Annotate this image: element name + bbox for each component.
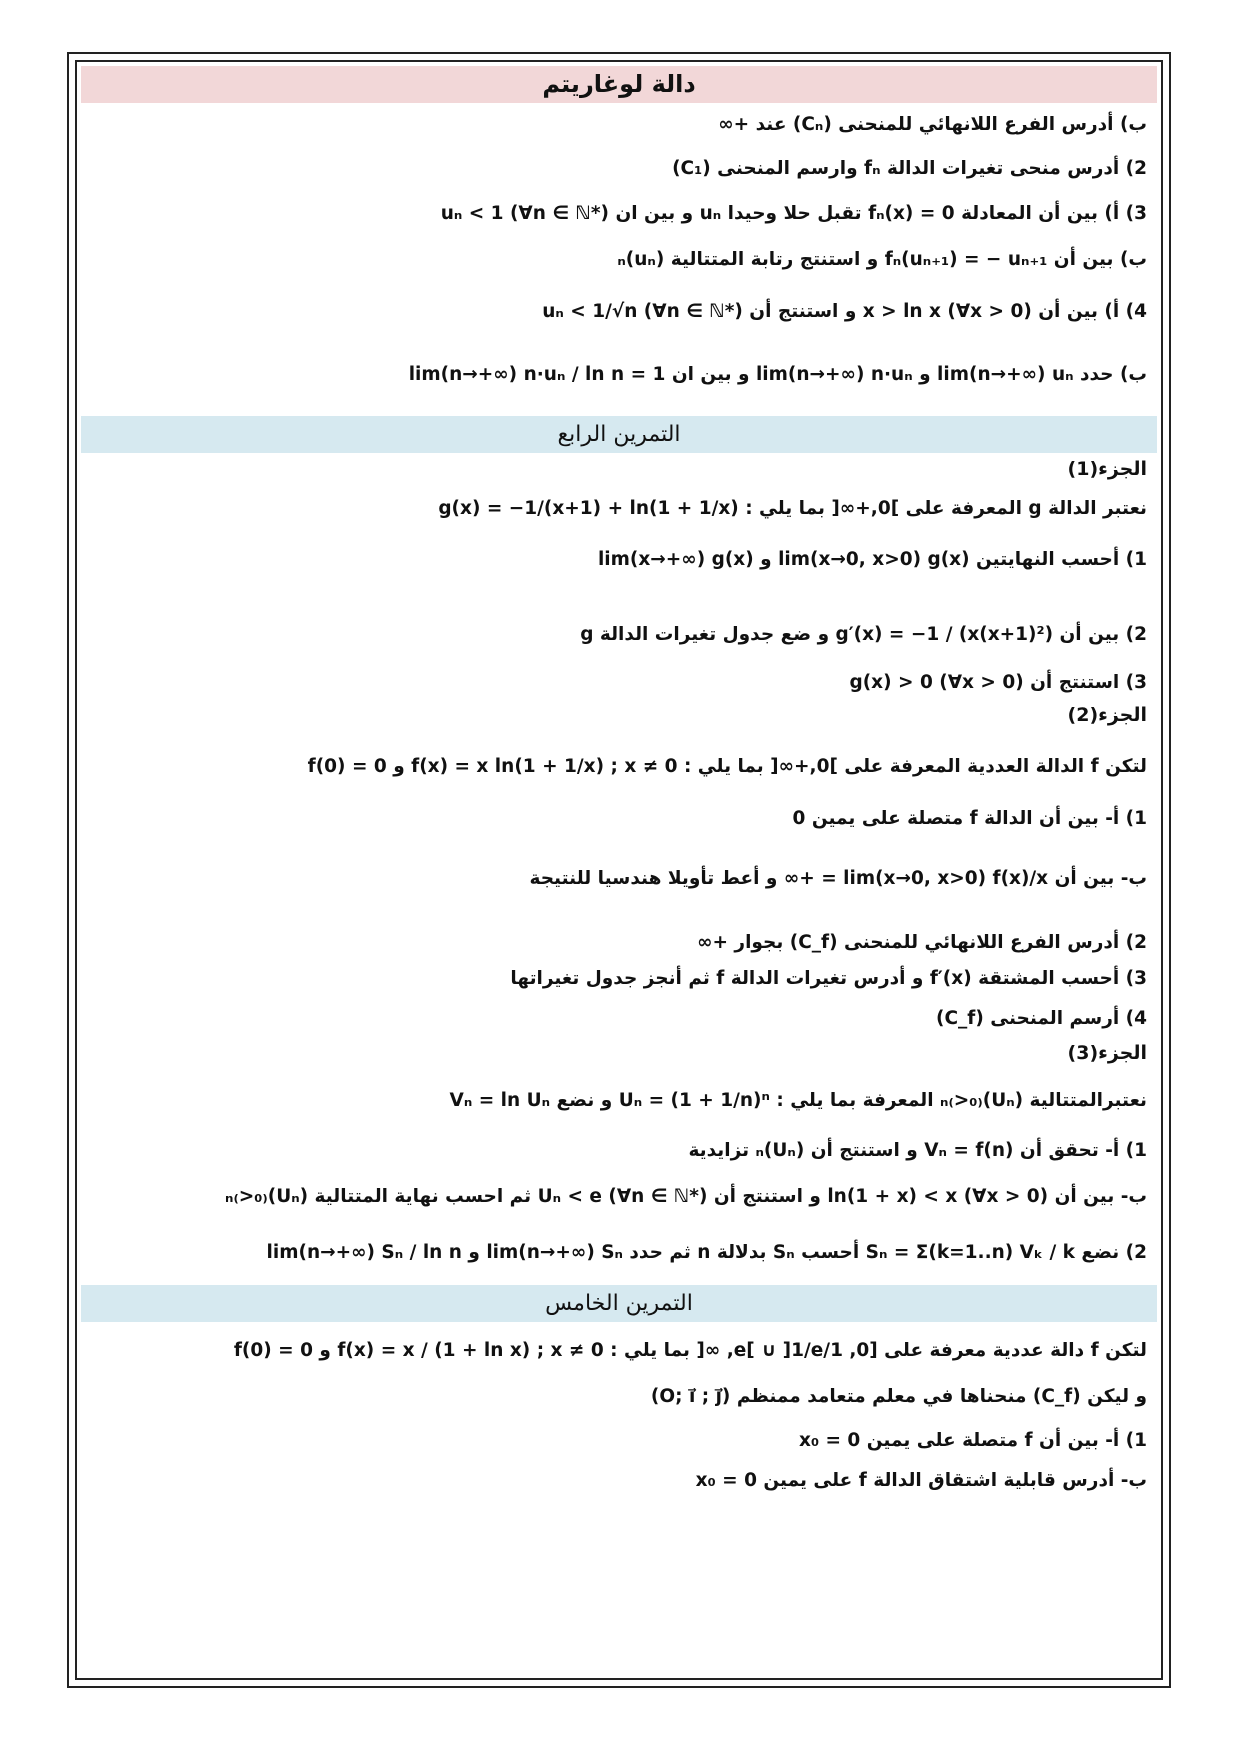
part-2-label: الجزء(2)	[1067, 704, 1147, 726]
text-line: نعتبرالمتتالية (Uₙ)ₙ₍>₀₎ المعرفة بما يلي : Uₙ = (1 + 1/n)ⁿ و نضع Vₙ = ln Uₙ	[449, 1090, 1147, 1111]
text-line: ب) بين أن fₙ(uₙ₊₁) = − uₙ₊₁ و استنتج رتابة المتتالية (uₙ)ₙ	[617, 249, 1147, 270]
text-line: 1) أ- تحقق أن Vₙ = f(n) و استنتج أن (Uₙ)ₙ تزايدية	[688, 1140, 1147, 1161]
part-1-label: الجزء(1)	[1067, 458, 1147, 480]
exercise-5-title: التمرين الخامس	[81, 1285, 1157, 1322]
text-line: 2) نضع Sₙ = Σ(k=1..n) Vₖ / k أحسب Sₙ بدلالة n ثم حدد lim(n→+∞) Sₙ و lim(n→+∞) Sₙ / ln n	[266, 1242, 1147, 1263]
text-line: 1) أ- بين أن f متصلة على يمين x₀ = 0	[799, 1430, 1147, 1451]
text-line: 1) أ- بين أن الدالة f متصلة على يمين 0	[792, 808, 1147, 829]
text-line: 3) أ) بين أن المعادلة fₙ(x) = 0 تقبل حلا وحيدا uₙ و بين ان uₙ < 1 (∀n ∈ ℕ*)	[440, 203, 1147, 224]
text-line: 3) استنتج أن g(x) > 0 (∀x > 0)	[849, 672, 1147, 693]
text-line: ب- بين أن lim(x→0, x>0) f(x)/x = +∞ و أعط تأويلا هندسيا للنتيجة	[529, 868, 1147, 889]
exercise-4-title: التمرين الرابع	[81, 416, 1157, 453]
text-line: لتكن f الدالة العددية المعرفة على ]0,+∞[ بما يلي : f(x) = x ln(1 + 1/x) ; x ≠ 0 و f(0) = 0	[307, 756, 1147, 777]
text-line: ب- بين أن ln(1 + x) < x (∀x > 0) و استنتج أن Uₙ < e (∀n ∈ ℕ*) ثم احسب نهاية المتتالية (Uₙ)ₙ₍>₀₎	[225, 1186, 1147, 1207]
text-line: 4) أ) بين أن x > ln x (∀x > 0) و استنتج أن uₙ < 1/√n (∀n ∈ ℕ*)	[542, 301, 1147, 322]
text-line: ب) أدرس الفرع اللانهائي للمنحنى (Cₙ) عند +∞	[718, 114, 1147, 135]
part-3-label: الجزء(3)	[1067, 1042, 1147, 1064]
text-line: لتكن f دالة عددية معرفة على [0, 1/e[ ∪ ]1/e, ∞[ بما يلي : f(x) = x / (1 + ln x) ; x ≠ 0 و f(0) = 0	[233, 1340, 1147, 1361]
section-title: دالة لوغاريتم	[81, 66, 1157, 103]
text-line: نعتبر الدالة g المعرفة على ]0,+∞[ بما يلي : g(x) = −1/(x+1) + ln(1 + 1/x)	[438, 498, 1147, 519]
text-line: ب) حدد lim(n→+∞) uₙ و lim(n→+∞) n·uₙ و بين ان lim(n→+∞) n·uₙ / ln n = 1	[408, 364, 1147, 385]
text-line: ب- أدرس قابلية اشتقاق الدالة f على يمين x₀ = 0	[695, 1470, 1147, 1491]
text-line: 3) أحسب المشتقة f′(x) و أدرس تغيرات الدالة f ثم أنجز جدول تغيراتها	[510, 968, 1147, 989]
text-line: 2) أدرس الفرع اللانهائي للمنحنى (C_f) بجوار +∞	[697, 932, 1147, 953]
page-inner-frame	[75, 60, 1163, 1680]
text-line: 2) بين أن g′(x) = −1 / (x(x+1)²) و ضع جدول تغيرات الدالة g	[580, 624, 1147, 645]
text-line: و ليكن (C_f) منحناها في معلم متعامد ممنظم (O; i⃗ ; j⃗)	[650, 1386, 1147, 1407]
text-line: 1) أحسب النهايتين lim(x→0, x>0) g(x) و lim(x→+∞) g(x)	[597, 549, 1147, 570]
text-line: 2) أدرس منحى تغيرات الدالة fₙ وارسم المنحنى (C₁)	[672, 158, 1147, 179]
page-frame	[67, 52, 1171, 1688]
text-line: 4) أرسم المنحنى (C_f)	[935, 1008, 1147, 1029]
